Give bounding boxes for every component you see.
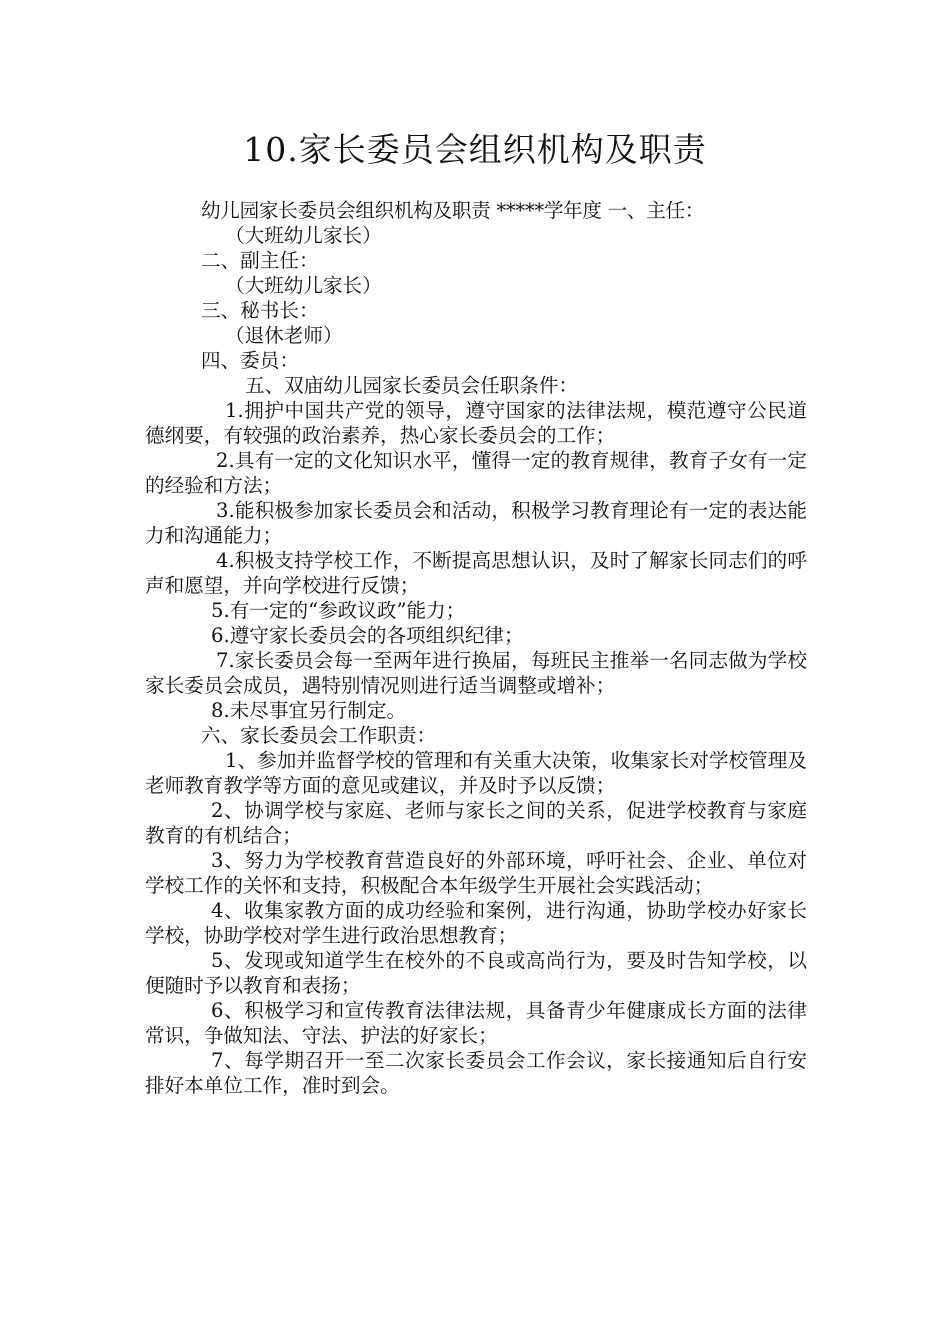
duty-text: 7、每学期召开一至二次家长委员会工作会议，家长接通知后自行安排好本单位工作，准时到会。: [145, 1049, 807, 1097]
condition-text: 7.家长委员会每一至两年进行换届，每班民主推举一名同志做为学校家长委员会成员，遇特别情况则进行适当调整或增补；: [145, 649, 807, 697]
duty-item: [145, 1048, 807, 1098]
duty-item: [145, 798, 807, 848]
duty-item: [145, 998, 807, 1048]
duty-text: 4、收集家教方面的成功经验和案例，进行沟通，协助学校办好家长学校，协助学校对学生进行政治思想教育；: [145, 899, 807, 947]
condition-item: 5.有一定的“参政议政”能力；: [211, 599, 466, 622]
conditions-heading: 五、双庙幼儿园家长委员会任职条件：: [245, 374, 579, 397]
condition-item: [145, 498, 807, 548]
duty-item: [145, 848, 807, 898]
condition-item: 6.遵守家长委员会的各项组织纪律；: [211, 624, 524, 647]
condition-item: 8.未尽事宜另行制定。: [211, 699, 407, 722]
duty-text: 1、参加并监督学校的管理和有关重大决策，收集家长对学校管理及老师教育教学等方面的意见或建议，并及时予以反馈；: [145, 749, 807, 797]
condition-text: 1.拥护中国共产党的领导，遵守国家的法律法规，模范遵守公民道德纲要，有较强的政治素养，热心家长委员会的工作；: [145, 399, 807, 447]
secretary-note: （退休老师）: [225, 324, 343, 347]
duty-item: [145, 898, 807, 948]
secretary-heading: 三、秘书长：: [201, 299, 319, 322]
duties-heading: 六、家长委员会工作职责：: [201, 724, 437, 747]
condition-item: [145, 398, 807, 448]
duty-text: 2、协调学校与家庭、老师与家长之间的关系，促进学校教育与家庭教育的有机结合；: [145, 799, 807, 847]
duty-text: 3、努力为学校教育营造良好的外部环境，呼吁社会、企业、单位对学校工作的关怀和支持，积极配合本年级学生开展社会实践活动；: [145, 849, 807, 897]
duty-item: [145, 948, 807, 998]
condition-text: 4.积极支持学校工作，不断提高思想认识，及时了解家长同志们的呼声和愿望，并向学校进行反馈；: [145, 549, 807, 597]
condition-text: 3.能积极参加家长委员会和活动，积极学习教育理论有一定的表达能力和沟通能力；: [145, 499, 807, 547]
condition-item: [145, 548, 807, 598]
condition-item: [145, 648, 807, 698]
director-note: （大班幼儿家长）: [225, 224, 382, 247]
duty-item: [145, 748, 807, 798]
document-title: 10.家长委员会组织机构及职责: [243, 130, 707, 169]
duty-text: 5、发现或知道学生在校外的不良或高尚行为，要及时告知学校，以便随时予以教育和表扬；: [145, 949, 807, 997]
members-heading: 四、委员：: [201, 349, 299, 372]
intro-paragraph: 幼儿园家长委员会组织机构及职责 *****学年度 一、主任：: [201, 199, 705, 222]
duty-text: 6、积极学习和宣传教育法律法规，具备青少年健康成长方面的法律常识，争做知法、守法、护法的好家长；: [145, 999, 807, 1047]
vice-director-heading: 二、副主任：: [201, 249, 319, 272]
condition-item: [145, 448, 807, 498]
condition-text: 2.具有一定的文化知识水平，懂得一定的教育规律，教育子女有一定的经验和方法；: [145, 449, 807, 497]
document-body: [145, 198, 807, 1098]
vice-director-note: （大班幼儿家长）: [225, 274, 382, 297]
